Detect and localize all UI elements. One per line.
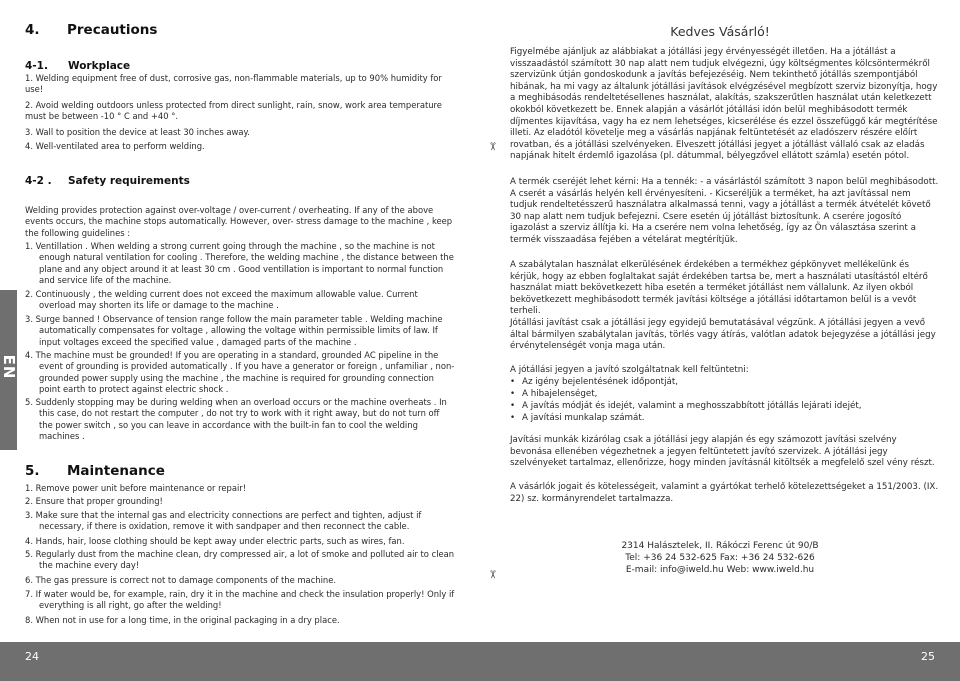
- subsection-title: Workplace: [68, 60, 131, 72]
- subheading-safety-requirements: [25, 175, 190, 187]
- warranty-paragraph: Jótállási javítást csak a jótállási jegy egyidejű bemutatásával végzünk. A jótállási jegyen a vevő által bármilyen szabálytalan javítás, törlés vagy átírás, valótlan adatok bejegyzése a jótállási jegy érvénytelenségét vonja maga után.: [510, 318, 936, 352]
- warranty-paragraph: A termék cseréjét lehet kérni: Ha a tennék: - a vásárlástól számított 3 napon belül meghibásodott. A cserét a vásárlás helyén kell érvényesíteni. - Kicseréljük a terméket, ha azt javítással nem tudjuk rendeltetésszerű használatra alkalmassá tenni, vagy a jótállást a termék átvételét követő 30 nap alatt nem tudjuk befejezni. Csere esetén új jótállást biztosítunk. A cserére jogosító igazolást a szerviz állítja ki. Ha a cserére nem volna lehetőség, így az Ön választása szerint a termék visszaadása fejében a vételárat megtérítjük.: [510, 177, 939, 245]
- language-label: EN: [0, 354, 18, 380]
- workplace-item: 2. Avoid welding outdoors unless protected from direct sunlight, rain, snow, work area temperature must be between -10 ° C and +40 °.: [25, 100, 442, 122]
- workplace-item: 1. Welding equipment free of dust, corrosive gas, non-flammable materials, up to 90% humidity for use!: [25, 73, 442, 95]
- page-number-left: 24: [25, 650, 39, 663]
- maintenance-item: 1. Remove power unit before maintenance or repair!: [25, 483, 247, 493]
- safety-item: 2. Continuously , the welding current does not exceed the maximum allowable value. Current overload may shorten its life or damage to the machine .: [25, 289, 418, 311]
- warranty-paragraph: Javítási munkák kizárólag csak a jótállási jegy alapján és egy számozott javítási szelvény bevonása ellenében végezhetnek a jegyen feltüntetett javító szervizek. A jótállási jegy szelvényeket tartalmaz, ellenőrizze, hogy minden javításnál kitöltsék a megfelelő szel vény részt.: [510, 435, 935, 469]
- subheading-workplace: [25, 60, 130, 72]
- phone-line: Tel: +36 24 532-625 Fax: +36 24 532-626: [625, 553, 815, 563]
- section-title: Maintenance: [67, 463, 165, 479]
- safety-intro: Welding provides protection against over-voltage / over-current / overheating. If any of the above events occurs, the machine stops automatically. However, over- stress damage to the machine , keep the following guidelines :: [25, 205, 453, 238]
- list-item: • Az igény bejelentésének időpontját,: [510, 377, 940, 389]
- safety-item: 1. Ventillation . When welding a strong current going through the machine , so the machine is not enough natural ventilation for cooling . Therefore, the welding machine , the distance between the plane and any object around it at least 30 cm . Good ventillation is important to normal function and service life of the machine.: [25, 241, 454, 286]
- company-address: [480, 540, 960, 576]
- maintenance-item: 6. The gas pressure is correct not to damage components of the machine.: [25, 575, 337, 585]
- right-page: [480, 0, 960, 681]
- language-side-tab: [0, 290, 17, 450]
- maintenance-item: 5. Regularly dust from the machine clean, dry compressed air, a lot of smoke and polluted air to clean the machine every day!: [25, 549, 455, 571]
- maintenance-item: 8. When not in use for a long time, in the original packaging in a dry place.: [25, 615, 340, 625]
- maintenance-item: 2. Ensure that proper grounding!: [25, 496, 163, 506]
- section-number: 4.: [25, 22, 40, 38]
- warranty-paragraph: Figyelmébe ajánljuk az alábbiakat a jótállási jegy érvényességét illetően. Ha a jótállást a visszaadástól számított 30 nap alatt nem tudjuk elvégezni, úgy költségmentes kölcsöntermékről szervizünk útján gondoskodunk a javítás befejezéséig. Nem tekinthető jótállás szempontjából hibának, ha mi vagy az általunk jótállási javítások elvégzésével megbízott szerviz bizonyítja, hogy a meghibásodás rendeltetésellenes használat, alakítás, szakszerűtlen használat után keletkezett okokból következett be. Ennek alapján a vásárlót jótállási idón belül meghibásodott termék díjmentes kijavítása, vagy ha ez nem lehetséges, kicserélése és ezzel összefüggő kár megtérítése illeti. Az eladótól követelje meg a vásárlás napjának feltüntetését az eladószerv részére előírt rovatban, és a jótállási szelvényeken. Elveszett jótállási jegyet a jótállást vállaló csak az eladás napjának hitelt érdemlő igazolása (pl. dátummal, bélyegzővel ellátott számla) esetén pótol.: [510, 47, 938, 162]
- safety-item: 5. Suddenly stopping may be during welding when an overload occurs or the machine overheats . In this case, do not restart the computer , do not try to work with it right away, but do not turn off the power switch , so you can leave in accordance with the built-in fan to cool the welding machines .: [25, 397, 447, 442]
- page-number-right: 25: [921, 650, 935, 663]
- list-intro: A jótállási jegyen a javító szolgáltatnak kell feltüntetni:: [510, 365, 749, 375]
- right-footer-bar: [480, 642, 960, 681]
- list-item: • A javítás módját és idejét, valamint a meghosszabbított jótállás lejárati idejét,: [510, 401, 940, 413]
- warranty-paragraph: A vásárlók jogait és kötelességeit, valamint a gyártókat terhelő kötelezettségeket a 151/2003. (IX. 22) sz. kormányrendelet tartalmazza.: [510, 482, 939, 504]
- scissors-icon: ✂: [486, 569, 500, 580]
- safety-item: 3. Surge banned ! Observance of tension range follow the main parameter table . Welding machine automatically compensates for voltage , allowing the voltage within permissible limits of law. If input voltages exceed the specified value , damaged parts of the machine .: [25, 314, 443, 347]
- subsection-title: Safety requirements: [68, 175, 190, 187]
- section-title: Precautions: [67, 22, 158, 38]
- address-line: 2314 Halásztelek, II. Rákóczi Ferenc út 90/B: [621, 541, 819, 551]
- maintenance-item: 7. If water would be, for example, rain, dry it in the machine and check the insulation properly! Only if everything is all right, go after the welding!: [25, 589, 455, 611]
- list-item: • A hibajelenséget,: [510, 389, 940, 401]
- section-heading-maintenance: [25, 463, 165, 479]
- section-number: 5.: [25, 463, 40, 479]
- workplace-item: 4. Well-ventilated area to perform welding.: [25, 141, 205, 151]
- warranty-title: Kedves Vásárló!: [670, 24, 770, 39]
- workplace-item: 3. Wall to position the device at least 30 inches away.: [25, 127, 250, 137]
- maintenance-item: 3. Make sure that the internal gas and electricity connections are perfect and tighten, adjust if necessary, if there is oxidation, remove it with sandpaper and then reconnect the cable.: [25, 510, 422, 532]
- maintenance-item: 4. Hands, hair, loose clothing should be kept away under electric parts, such as wires, fan.: [25, 536, 405, 546]
- left-footer-bar: [0, 642, 480, 681]
- contact-line: E-mail: info@iweld.hu Web: www.iweld.hu: [625, 565, 815, 575]
- list-item: • A javítási munkalap számát.: [510, 413, 940, 425]
- safety-item: 4. The machine must be grounded! If you are operating in a standard, grounded AC pipeline in the event of grounding is provided automatically . If you have a generator or foreign , unfamiliar , non-grounded power supply using the machine , the machine is required for grounding connection point earth to protect against electric shock .: [25, 350, 455, 395]
- subsection-number: 4-1.: [25, 60, 48, 72]
- subsection-number: 4-2 .: [25, 175, 52, 187]
- warranty-paragraph: A szabálytalan használat elkerülésének érdekében a termékhez gépkönyvet mellékelünk és kérjük, hogy az ebben foglaltakat saját érdekében tartsa be, mert a használati utasítástól eltérő használat miatt bekövetkezett hiba esetén a terméket jótállást nem vállalunk. Az ilyen okból bekövetkezett meghibásodott termék javítási költsége a jótállási időtartamon belül is a vevőt terheli.: [510, 260, 928, 317]
- scissors-icon: ✂: [486, 141, 500, 152]
- section-heading-precautions: [25, 22, 157, 38]
